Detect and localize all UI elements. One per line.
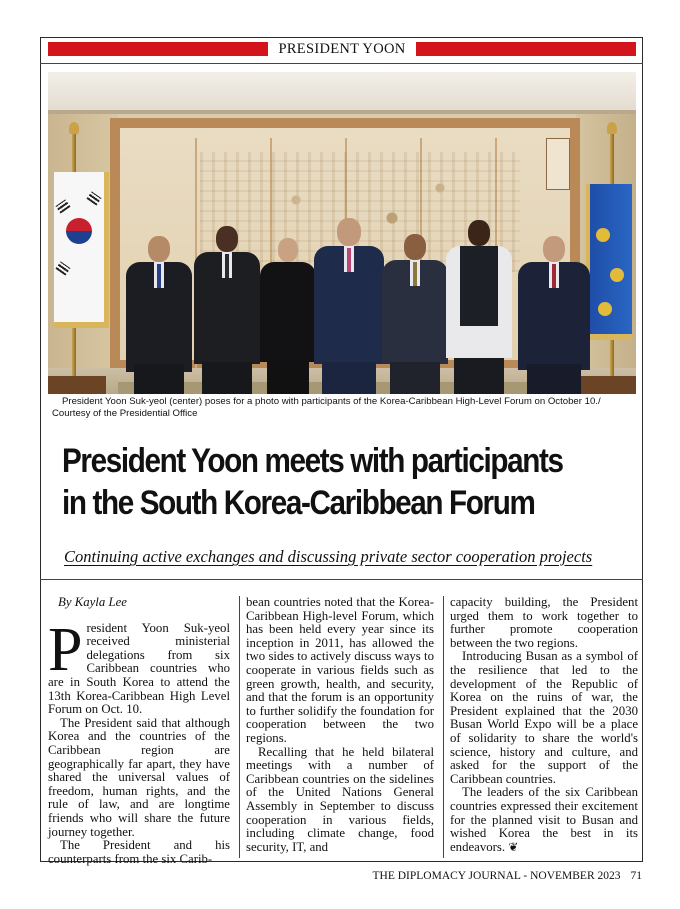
photo-caption: President Yoon Suk-yeol (center) poses for a photo with participants of the Korea-Caribbean High-Level Forum on October 10./ Courtesy of the Presidential Office <box>52 396 601 419</box>
page-footer <box>373 870 643 882</box>
subheadline: Continuing active exchanges and discussing private sector cooperation projects <box>64 547 593 566</box>
column-1 <box>48 596 230 866</box>
person-center <box>314 194 384 394</box>
person <box>382 208 448 394</box>
drop-cap: P <box>48 615 83 684</box>
paragraph: Introducing Busan as a symbol of the resilience that led to the development of the Republic of Korea on the ruins of war, the President explained that the 2030 Busan World Expo will be a place of solidarity to share the world's science, history and culture, and asked for the support of the Caribbean countries. <box>450 649 638 786</box>
headline <box>62 440 561 524</box>
calligraphy-scroll <box>546 138 570 190</box>
banner-bar-right <box>416 42 636 56</box>
paragraph: capacity building, the President urged them to work together to further promote cooperation between the two regions. <box>450 595 638 650</box>
person <box>518 216 590 394</box>
headline-line-1: President Yoon meets with participants <box>62 442 563 480</box>
person <box>260 212 316 394</box>
person <box>126 214 192 394</box>
photo-ceiling <box>48 72 636 112</box>
paragraph: Recalling that he held bilateral meetings with a number of Caribbean countries on the sidelines of the United Nations General Assembly in September to discuss cooperation in various fields, including climate change, food security, IT, and <box>246 744 434 854</box>
person <box>446 196 512 394</box>
section-label: PRESIDENT YOON <box>278 40 406 57</box>
article-body <box>48 595 638 866</box>
headline-line-2: in the South Korea-Caribbean Forum <box>62 484 535 522</box>
paragraph: The President and his counterparts from the six Carib- <box>48 838 230 866</box>
paragraph: The President said that although Korea and the countries of the Caribbean region are geographically far apart, they have shared the universal values of freedom, human rights, and the rule of law, and are longtime friends who will share the future journey together. <box>48 715 230 839</box>
person <box>194 196 260 394</box>
divider-rule <box>40 579 643 580</box>
paragraph: The leaders of the six Caribbean countries expressed their excitement for the planned visit to Busan and wished Korea the best in its endeavors. ❦ <box>450 785 638 854</box>
korean-flag <box>54 172 109 328</box>
paragraph: bean countries noted that the Korea-Caribbean High-level Forum, which has been held every year since its inception in 2011, has allowed the two sides to actively discuss ways to cooperate in various fields such as green growth, health, and security, and that the forum is an opportunity to further solidify the foundation for cooperation between the two regions. <box>246 595 434 745</box>
byline: By Kayla Lee <box>58 595 127 609</box>
page-number: 71 <box>630 870 642 882</box>
end-mark-icon: ❦ <box>508 839 519 854</box>
presidential-flag <box>586 184 632 340</box>
column-2 <box>246 596 434 854</box>
banner-bar-left <box>48 42 268 56</box>
article-photo <box>48 72 636 394</box>
publication-name: THE DIPLOMACY JOURNAL - NOVEMBER 2023 <box>372 870 621 882</box>
top-rule <box>40 63 643 64</box>
paragraph: President Yoon Suk-yeol received ministerial delegations from six Caribbean countries who are in South Korea to attend the 13th Korea-Caribbean High Level Forum on Oct. 10. <box>48 615 230 717</box>
section-banner <box>48 41 636 57</box>
column-3 <box>450 596 638 854</box>
